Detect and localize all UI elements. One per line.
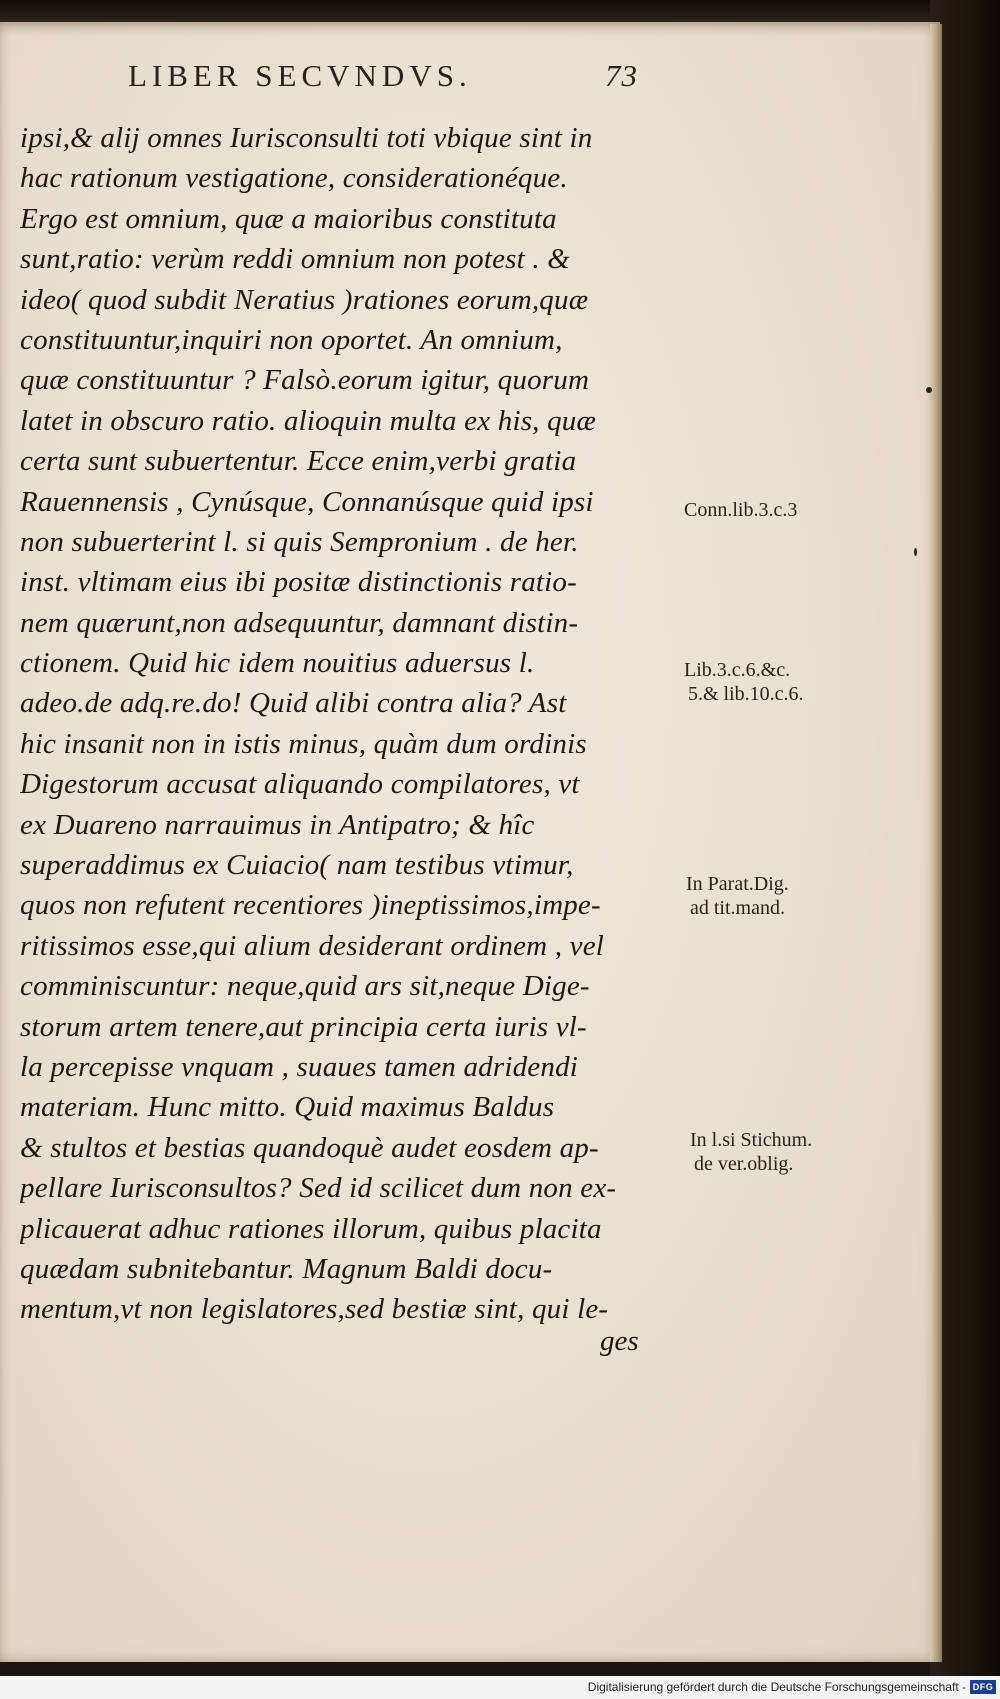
body-text xyxy=(20,118,680,1330)
marginal-note-line: Conn.lib.3.c.3 xyxy=(684,499,798,521)
marginal-note-line: In Parat.Dig. xyxy=(686,873,789,895)
text-line: inst. vltimam eius ibi positæ distinctionis ratio- xyxy=(20,566,577,599)
page-number: 73 xyxy=(605,58,638,93)
ink-speck xyxy=(926,387,932,393)
marginal-note xyxy=(684,658,804,706)
ink-speck xyxy=(914,548,917,556)
text-line: la percepisse vnquam , suaues tamen adridendi xyxy=(20,1050,579,1083)
text-line: sunt,ratio: verùm reddi omnium non potest . & xyxy=(20,243,571,276)
text-line: constituuntur,inquiri non oportet. An omnium, xyxy=(20,323,563,356)
dfg-logo: DFG xyxy=(970,1680,996,1694)
running-head xyxy=(128,58,638,94)
marginal-note-line: Lib.3.c.6.&c. xyxy=(684,659,791,681)
text-line: Ergo est omnium, quæ a maioribus constituta xyxy=(20,202,557,235)
text-line: quos non refutent recentiores )ineptissimos,impe- xyxy=(20,889,601,922)
text-line: non subuerterint l. si quis Sempronium . de her. xyxy=(20,525,579,558)
text-line: ritissimos esse,qui alium desiderant ordinem , vel xyxy=(20,929,605,962)
marginal-note xyxy=(690,1128,812,1176)
text-line: ex Duareno narrauimus in Antipatro; & hîc xyxy=(20,808,535,841)
text-line: certa sunt subuertentur. Ecce enim,verbi gratia xyxy=(20,445,577,478)
digitization-note: Digitalisierung gefördert durch die Deutsche Forschungsgemeinschaft - xyxy=(587,1680,966,1694)
marginal-note-line: de ver.oblig. xyxy=(694,1153,794,1175)
catchword: ges xyxy=(600,1325,639,1357)
marginal-note xyxy=(686,872,789,920)
text-line: adeo.de adq.re.do! Quid alibi contra alia? Ast xyxy=(20,687,567,720)
marginal-note xyxy=(684,498,797,522)
page-edge xyxy=(930,24,942,1662)
text-line: comminiscuntur: neque,quid ars sit,neque Dige- xyxy=(20,970,590,1003)
text-line: storum artem tenere,aut principia certa iuris vl- xyxy=(20,1010,587,1043)
scan-frame-top xyxy=(0,0,1000,22)
running-title: LIBER SECVNDVS. xyxy=(128,58,472,93)
text-line: quæ constituuntur ? Falsò.eorum igitur, quorum xyxy=(20,364,590,397)
marginal-note-line: In l.si Stichum. xyxy=(690,1129,813,1151)
text-line: quædam subnitebantur. Magnum Baldi docu- xyxy=(20,1252,553,1285)
text-line: ctionem. Quid hic idem nouitius aduersus l. xyxy=(20,647,535,680)
text-line: materiam. Hunc mitto. Quid maximus Baldus xyxy=(20,1091,555,1124)
text-line: hac rationum vestigatione, considerationéque. xyxy=(20,162,568,195)
text-line: plicauerat adhuc rationes illorum, quibus placita xyxy=(20,1212,602,1245)
text-line: Rauennensis , Cynúsque, Connanúsque quid ipsi xyxy=(20,485,594,518)
text-line: latet in obscuro ratio. alioquin multa ex his, quæ xyxy=(20,404,597,437)
marginal-note-line: 5.& lib.10.c.6. xyxy=(688,683,804,705)
text-line: ipsi,& alij omnes Iurisconsulti toti vbique sint in xyxy=(20,122,593,154)
text-line: nem quærunt,non adsequuntur, damnant distin- xyxy=(20,606,579,639)
text-line: mentum,vt non legislatores,sed bestiæ sint, qui le- xyxy=(20,1293,609,1326)
text-line: & stultos et bestias quandoquè audet eosdem ap- xyxy=(20,1131,599,1164)
text-line: ideo( quod subdit Neratius )rationes eorum,quæ xyxy=(20,283,589,316)
text-line: pellare Iurisconsultos? Sed id scilicet dum non ex- xyxy=(20,1172,617,1205)
marginal-note-line: ad tit.mand. xyxy=(690,897,785,919)
text-line: Digestorum accusat aliquando compilatores, vt xyxy=(20,768,580,801)
text-line: hic insanit non in istis minus, quàm dum ordinis xyxy=(20,727,587,760)
text-line: superaddimus ex Cuiacio( nam testibus vtimur, xyxy=(20,849,574,882)
